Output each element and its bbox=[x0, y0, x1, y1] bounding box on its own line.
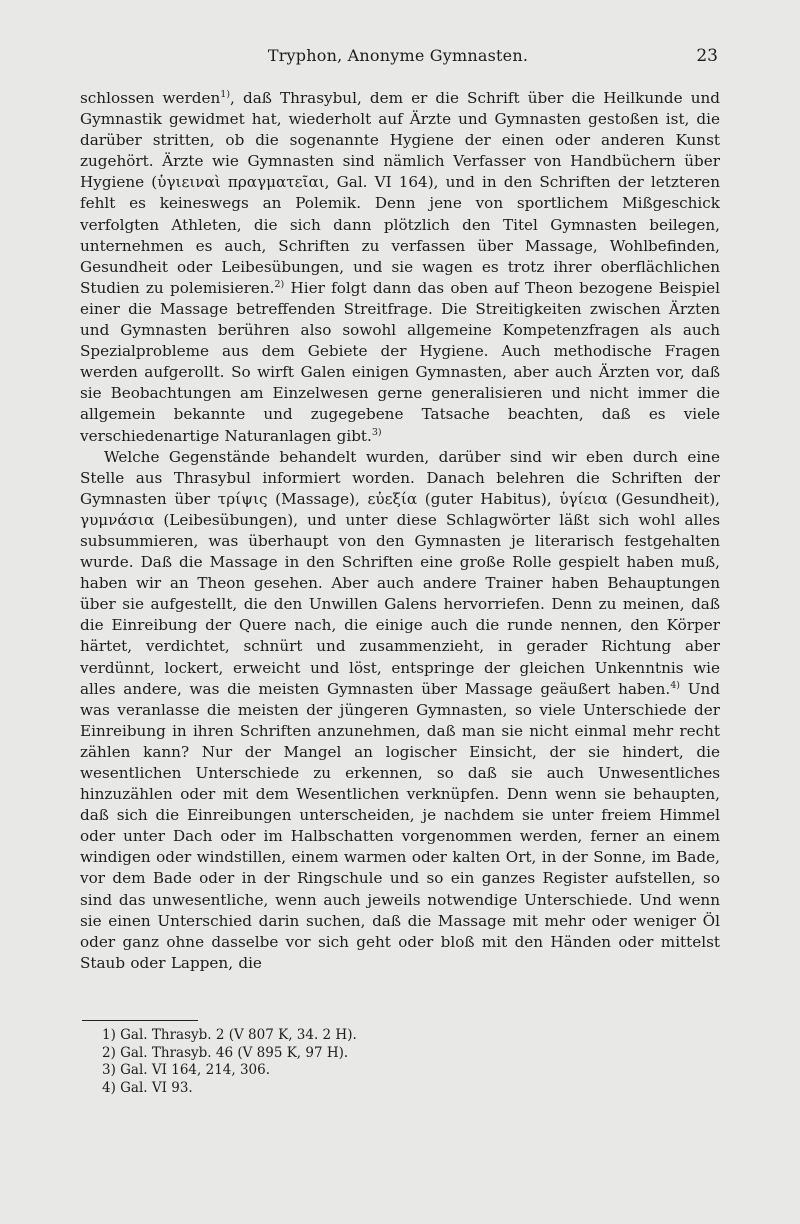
footnotes bbox=[102, 1027, 602, 1097]
text-run: Hier folgt dann das oben auf Theon bezogene Beispiel einer die Massage betreffenden Streitfrage. Die Streitigkeiten zwischen Ärzten und Gymnasten berühren also sowohl allgemeine Kompetenzfragen als auch Spezialprobleme aus dem Gebiete der Hygiene. Auch methodische Fragen werden aufgerollt. So wirft Galen einigen Gymnasten, aber auch Ärzten vor, daß sie Beobachtungen am Einzelwesen gerne generalisieren und nicht immer die allgemein bekannte und zugegebene Tatsache beachten, daß es viele verschiedenartige Naturanlagen gibt. bbox=[80, 278, 720, 445]
running-title: Tryphon, Anonyme Gymnasten. bbox=[267, 46, 529, 65]
footnote-marker-2: 2) bbox=[274, 278, 285, 290]
text-run: schlossen werden bbox=[80, 89, 221, 107]
paragraph-2 bbox=[80, 447, 720, 974]
footnote-3: 3) Gal. VI 164, 214, 306. bbox=[102, 1062, 271, 1079]
footnote-4: 4) Gal. VI 93. bbox=[102, 1079, 193, 1096]
running-header bbox=[78, 46, 718, 70]
page-number: 23 bbox=[696, 46, 718, 66]
body-text bbox=[80, 88, 720, 974]
footnote-2: 2) Gal. Thrasyb. 46 (V 895 K, 97 H). bbox=[102, 1044, 349, 1061]
text-run: Und was veranlasse die meisten der jüngeren Gymnasten, so viele Unterschiede der Einreibung in ihren Schriften anzunehmen, daß man sie nicht einmal mehr recht zählen kann? Nur der Mangel an logischer Einsicht, der sie hindert, die wesentlichen Unterschiede zu erkennen, so daß sie auch Unwesentliches hinzuzählen oder mit dem Wesentlichen verknüpfen. Denn wenn sie behaupten, daß sich die Einreibungen unterscheiden, je nachdem sie unter freiem Himmel oder unter Dach oder im Halbschatten vorgenommen werden, ferner an einem windigen oder windstillen, einem warmen oder kalten Ort, in der Sonne, im Bade, vor dem Bade oder in der Ringschule und so ein ganzes Register aufstellen, so sind das unwesentliche, wenn auch jeweils notwendige Unterschiede. Und wenn sie einen Unterschied darin suchen, daß die Massage mit mehr oder weniger Öl oder ganz ohne dasselbe vor sich geht oder bloß mit den Händen oder mittelst Staub oder Lappen, die bbox=[80, 679, 720, 972]
footnote-1: 1) Gal. Thrasyb. 2 (V 807 K, 34. 2 H). bbox=[102, 1027, 357, 1043]
footnote-marker-3: 3) bbox=[371, 426, 382, 438]
footnote-marker-1: 1) bbox=[220, 89, 231, 100]
footnote-divider bbox=[82, 1020, 198, 1021]
text-run: , daß Thrasybul, dem er die Schrift über die Heilkunde und Gymnastik gewidmet hat, wiederholt auf Ärzte und Gymnasten gestoßen ist, die darüber stritten, ob die sogenannte Hygiene der einen oder anderen Kunst zugehört. Ärzte wie Gymnasten sind nämlich Verfasser von Handbüchern über Hygiene (ὑγιειναὶ πραγματεῖαι, Gal. VI 164), und in den Schriften der letzteren fehlt es keineswegs an Polemik. Denn jene von sportlichem Mißgeschick verfolgten Athleten, die sich dann plötzlich den Titel Gymnasten beilegen, unternehmen es auch, Schriften zu verfassen über Massage, Wohlbefinden, Gesundheit oder Leibesübungen, und sie wagen es trotz ihrer oberflächlichen Studien zu polemisieren. bbox=[80, 89, 720, 297]
text-run: Welche Gegenstände behandelt wurden, darüber sind wir eben durch eine Stelle aus Thrasybul informiert worden. Danach belehren die Schriften der Gymnasten über τρίψις (Massage), εὐεξία (guter Habitus), ὑγίεια (Gesundheit), γυμνάσια (Leibesübungen), und unter diese Schlagwörter läßt sich wohl alles subsummieren, was überhaupt von den Gymnasten je literarisch festgehalten wurde. Daß die Massage in den Schriften eine große Rolle gespielt haben muß, haben wir an Theon gesehen. Aber auch andere Trainer haben Behauptungen über sie aufgestellt, die den Unwillen Galens hervorriefen. Denn zu meinen, daß die Einreibung der Quere nach, die einige auch die runde nennen, den Körper härtet, verdichtet, schnürt und zusammenzieht, in gerader Richtung aber verdünnt, lockert, erweicht und löst, entspringe der gleichen Unkenntnis wie alles andere, was die meisten Gymnasten über Massage geäußert haben. bbox=[80, 447, 720, 698]
paragraph-1 bbox=[80, 88, 720, 447]
footnote-marker-4: 4) bbox=[670, 679, 680, 691]
